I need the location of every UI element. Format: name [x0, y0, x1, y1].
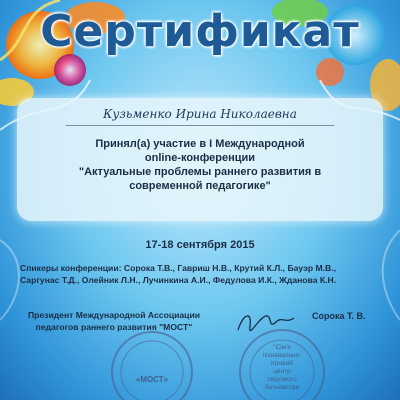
participation-line: современной педагогике" [129, 180, 271, 192]
right-stamp-line: пізнавально- [262, 352, 302, 359]
certificate-title: Сертификат [40, 6, 360, 57]
president-line: Президент Международной Ассоциации [27, 310, 201, 320]
signer-name: Сорока Т. В. [312, 311, 366, 321]
speakers-line: Спикеры конференции: Сорока Т.В., Гавриш Н.В., Крутий К.Л., Бауэр М.В., [20, 263, 336, 273]
left-stamp [112, 332, 192, 400]
recipient-name: Кузьменко Ирина Николаевна [103, 107, 297, 121]
participation-line: "Актуальные проблемы раннего развития в [78, 166, 322, 178]
participation-line: online-конференции [144, 152, 256, 164]
left-stamp-label: «МОСТ» [135, 375, 169, 384]
participation-text [0, 137, 400, 193]
signature [238, 316, 294, 331]
conference-dates: 17-18 сентября 2015 [145, 239, 255, 251]
president-title [14, 309, 214, 333]
speakers-line: Саргунас Т.Д., Олейник Л.Н., Лучинкина А.И., Федулова И.К., Жданова К.Н. [20, 275, 337, 285]
right-stamp-line: батьківства [264, 384, 300, 391]
right-stamp-label [252, 344, 312, 392]
name-underline [66, 125, 334, 126]
president-line: педагогов раннего развития "МОСТ" [35, 322, 193, 332]
right-stamp-line: свідомого [267, 376, 297, 383]
right-stamp-line: "Сім'я [273, 344, 291, 351]
speakers-list [20, 262, 380, 286]
right-stamp-line: ігровий [271, 360, 293, 367]
participation-line: Принял(а) участие в I Международной [95, 138, 305, 150]
right-stamp-line: центр [273, 368, 291, 375]
